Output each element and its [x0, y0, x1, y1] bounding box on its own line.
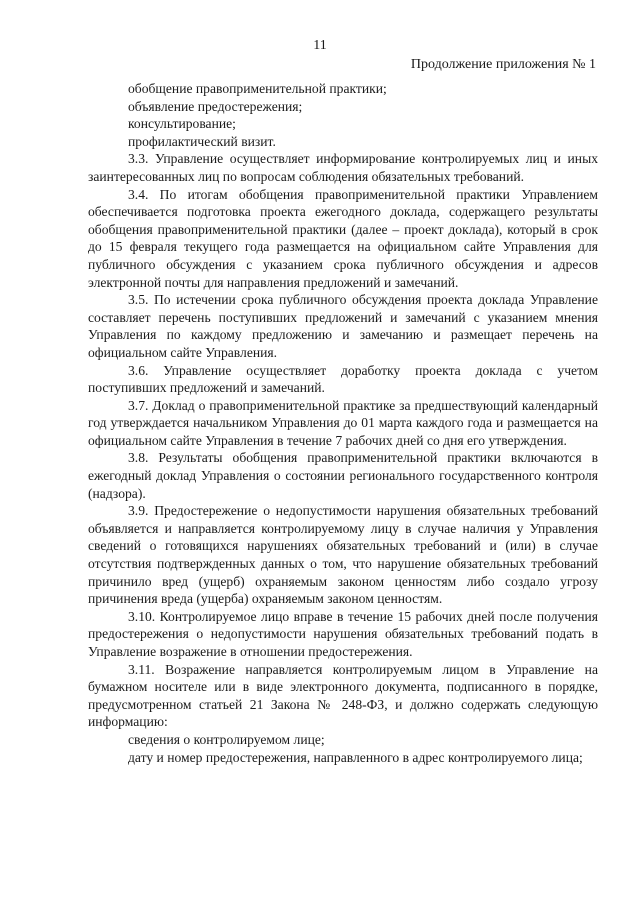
paragraph-3-8: 3.8. Результаты обобщения правоприменительной практики включаются в ежегодный доклад Управления о состоянии регионального государственного контроля (надзора).	[88, 450, 598, 501]
paragraph-3-10: 3.10. Контролируемое лицо вправе в течение 15 рабочих дней после получения предостережения о недопустимости нарушения обязательных требований подать в Управление возражение в отношении предостережения.	[88, 608, 598, 659]
document-body	[88, 80, 598, 766]
appendix-continuation-label: Продолжение приложения № 1	[410, 57, 596, 72]
list-item: профилактический визит.	[128, 133, 276, 149]
paragraph-3-5: 3.5. По истечении срока публичного обсуждения проекта доклада Управление составляет перечень поступивших предложений и замечаний с указанием мнения Управления по каждому предложению и замечанию и размещает перечень на официальном сайте Управления.	[88, 292, 598, 360]
paragraph-3-11: 3.11. Возражение направляется контролируемым лицом в Управление на бумажном носителе или в виде электронного документа, подписанного в порядке, предусмотренном статьей 21 Закона № 248-ФЗ, и должно содержать следующую информацию:	[88, 661, 598, 730]
list-item: объявление предостережения;	[128, 98, 303, 114]
paragraph-3-7: 3.7. Доклад о правоприменительной практике за предшествующий календарный год утверждается начальником Управления до 01 марта каждого года и размещается на официальном сайте Управления в течение 7 рабочих дней со дня его утверждения.	[88, 397, 598, 448]
paragraph-3-9: 3.9. Предостережение о недопустимости нарушения обязательных требований объявляется и направляется контролируемому лицу в случае наличия у Управления сведений о готовящихся нарушениях обязательных требований и (или) в случае отсутствия подтвержденных данных о том, что нарушение обязательных требований причинило вред (ущерб) охраняемым законом ценностям либо создало угрозу причинения вреда (ущерба) охраняемым законом ценностям.	[88, 503, 598, 607]
paragraph-3-6: 3.6. Управление осуществляет доработку проекта доклада с учетом поступивших предложений и замечаний.	[88, 362, 598, 396]
paragraph-3-3: 3.3. Управление осуществляет информирование контролируемых лиц и иных заинтересованных лиц по вопросам соблюдения обязательных требований.	[88, 151, 598, 184]
list-item: сведения о контролируемом лице;	[128, 731, 325, 747]
paragraph-3-4: 3.4. По итогам обобщения правоприменительной практики Управлением обеспечивается подготовка проекта ежегодного доклада, содержащего результаты обобщения правоприменительной практики (далее – проект доклада), который в срок до 15 февраля текущего года размещается на официальном сайте Управления для публичного обсуждения с указанием срока публичного обсуждения и адресов электронной почты для направления предложений и замечаний.	[88, 186, 598, 290]
list-item: дату и номер предостережения, направленного в адрес контролируемого лица;	[128, 749, 583, 765]
list-item: консультирование;	[128, 116, 236, 132]
list-item: обобщение правоприменительной практики;	[128, 81, 387, 96]
page-number: 11	[313, 38, 327, 53]
